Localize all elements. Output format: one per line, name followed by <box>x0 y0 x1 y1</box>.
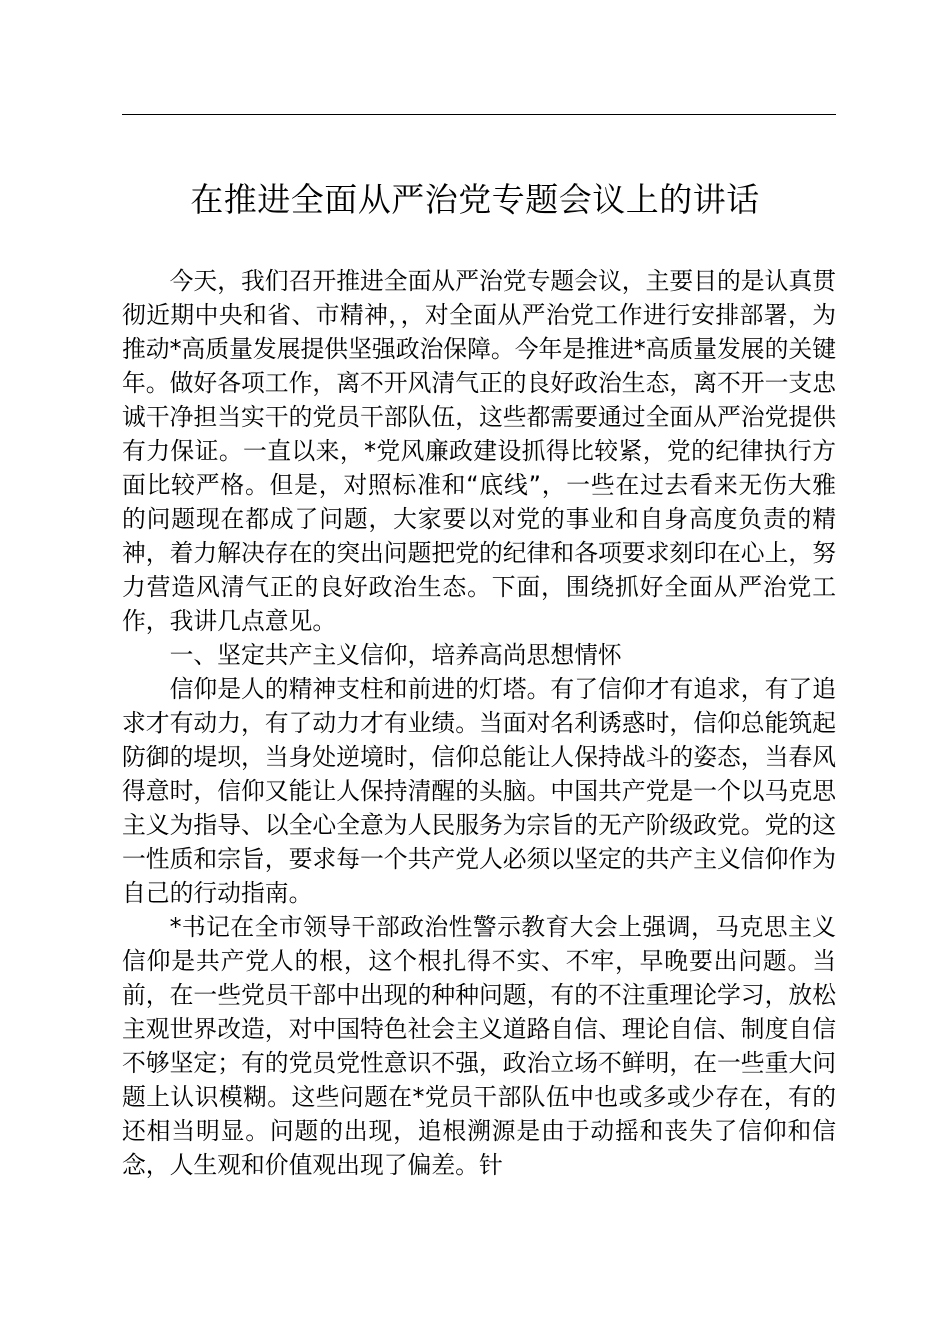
document-body <box>122 264 836 1182</box>
paragraph-secretary-remarks: *书记在全市领导干部政治性警示教育大会上强调，马克思主义信仰是共产党人的根，这个根扎得不实、不牢，早晚要出问题。当前，在一些党员干部中出现的种种问题，有的不注重理论学习，放松主观世界改造，对中国特色社会主义道路自信、理论自信、制度自信不够坚定；有的党员党性意识不强，政治立场不鲜明，在一些重大问题上认识模糊。这些问题在*党员干部队伍中也或多或少存在，有的还相当明显。问题的出现，追根溯源是由于动摇和丧失了信仰和信念，人生观和价值观出现了偏差。针 <box>122 913 836 1179</box>
paragraph-faith: 信仰是人的精神支柱和前进的灯塔。有了信仰才有追求，有了追求才有动力，有了动力才有业绩。当面对名利诱惑时，信仰总能筑起防御的堤坝，当身处逆境时，信仰总能让人保持战斗的姿态，当春风得意时，信仰又能让人保持清醒的头脑。中国共产党是一个以马克思主义为指导、以全心全意为人民服务为宗旨的无产阶级政党。党的这一性质和宗旨，要求每一个共产党人必须以坚定的共产主义信仰作为自己的行动指南。 <box>122 675 836 907</box>
header-rule <box>122 114 836 115</box>
document-title: 在推进全面从严治党专题会议上的讲话 <box>190 180 760 219</box>
section-heading-1: 一、坚定共产主义信仰，培养高尚思想情怀 <box>169 641 622 669</box>
paragraph-intro: 今天，我们召开推进全面从严治党专题会议，主要目的是认真贯彻近期中央和省、市精神，，对全面从严治党工作进行安排部署，为推动*高质量发展提供坚强政治保障。今年是推进*高质量发展的关键年。做好各项工作，离不开风清气正的良好政治生态，离不开一支忠诚干净担当实干的党员干部队伍，这些都需要通过全面从严治党提供有力保证。一直以来，*党风廉政建设抓得比较紧，党的纪律执行方面比较严格。但是，对照标准和“底线”，一些在过去看来无伤大雅的问题现在都成了问题，大家要以对党的事业和自身高度负责的精神，着力解决存在的突出问题把党的纪律和各项要求刻印在心上，努力营造风清气正的良好政治生态。下面，围绕抓好全面从严治党工作，我讲几点意见。 <box>122 267 836 635</box>
